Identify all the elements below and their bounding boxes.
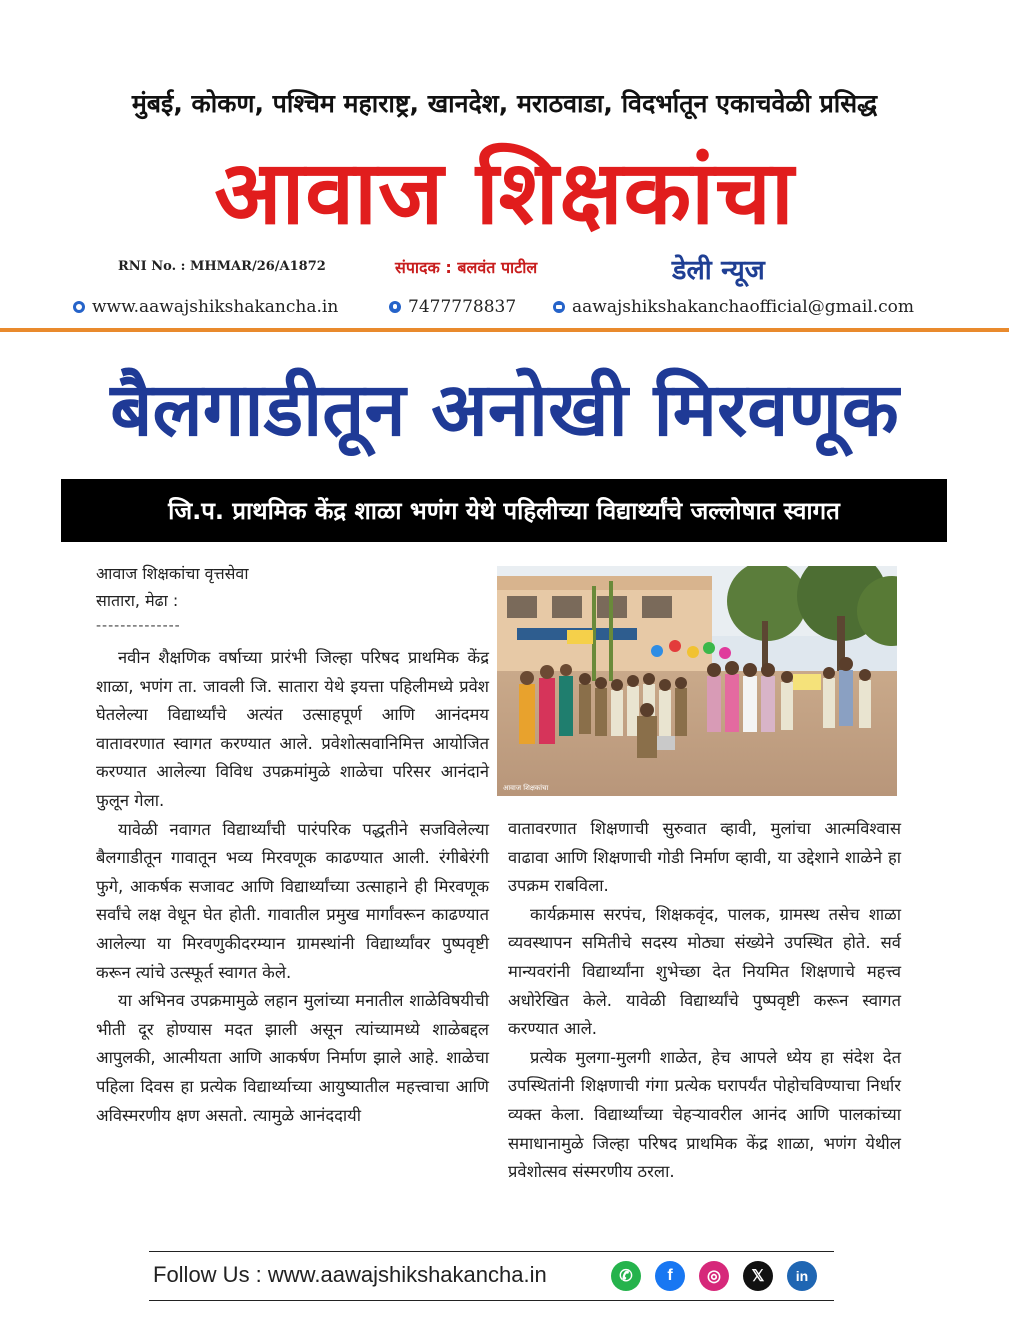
article-paragraph: नवीन शैक्षणिक वर्षाच्या प्रारंभी जिल्हा परिषद प्राथमिक केंद्र शाळा, भणंग ता. जावली जि. सातारा येथे इयत्ता पहिलीमध्ये प्रवेश घेतलेल्या विद्यार्थ्यांचे अत्यंत उत्साहपूर्ण आणि आनंदमय वातावरणात स्वागत करण्यात आले. प्रवेशोत्सवानिमित्त आयोजित करण्यात आलेल्या विविध उपक्रमांमुळे शाळेचा परिसर आनंदाने फुलून गेला. [96, 648, 489, 810]
linkedin-icon[interactable]: in [787, 1261, 817, 1291]
editor-name: संपादक : बलवंत पाटील [395, 258, 538, 277]
rni-number: RNI No. : MHMAR/26/A1872 [118, 259, 326, 274]
article-paragraph: कार्यक्रमास सरपंच, शिक्षकवृंद, पालक, ग्रामस्थ तसेच शाळा व्यवस्थापन समितीचे सदस्य मोठ्या संख्येने उपस्थित होते. सर्व मान्यवरांनी विद्यार्थ्यांना शुभेच्छा देत नियमित शिक्षणाचे महत्त्व अधोरेखित केले. यावेळी विद्यार्थ्यांचे पुष्पवृष्टी करून स्वागत करण्यात आले. [508, 904, 901, 1039]
website-contact[interactable] [73, 297, 338, 317]
phone-icon [389, 301, 401, 313]
follow-us-text[interactable]: Follow Us : www.aawajshikshakancha.in [153, 1262, 547, 1287]
news-agency: आवाज शिक्षकांचा वृत्तसेवा [96, 564, 249, 583]
article-photo [497, 566, 897, 796]
phone-number[interactable]: 7477778837 [408, 297, 517, 317]
article-paragraph: यावेळी नवागत विद्यार्थ्यांची पारंपरिक पद्धतीने सजविलेल्या बैलगाडीतून गावातून भव्य मिरवणूक काढण्यात आली. रंगीबेरंगी फुगे, आकर्षक सजावट आणि विद्यार्थ्यांच्या उत्साहाने ही मिरवणूक सर्वांचे लक्ष वेधून घेत होती. गावातील प्रमुख मार्गांवरून काढण्यात आलेल्या या मिरवणुकीदरम्यान ग्रामस्थांनी विद्यार्थ्यांवर पुष्पवृष्टी करून त्यांचे उत्स्फूर्त स्वागत केले. [96, 819, 489, 982]
social-icons [611, 1261, 817, 1291]
instagram-icon[interactable]: ◎ [699, 1261, 729, 1291]
whatsapp-icon[interactable]: ✆ [611, 1261, 641, 1291]
footer-top-rule [149, 1251, 834, 1252]
website-link[interactable]: www.aawajshikshakancha.in [92, 297, 339, 317]
globe-icon [73, 301, 85, 313]
article-paragraph: प्रत्येक मुलगा-मुलगी शाळेत, हेच आपले ध्येय हा संदेश देत उपस्थितांनी शिक्षणाची गंगा प्रत्येक घरापर्यंत पोहोचविण्याचा निर्धार व्यक्त केला. विद्यार्थ्यांच्या चेहऱ्यावरील आनंद आणि पालकांच्या समाधानामुळे जिल्हा परिषद प्राथमिक केंद्र शाळा, भणंग येथील प्रवेशोत्सव संस्मरणीय ठरला. [508, 1047, 901, 1182]
footer-bottom-rule [149, 1300, 834, 1301]
dateline: सातारा, मेढा : [96, 591, 179, 610]
headline: बैलगाडीतून अनोखी मिरवणूक [110, 367, 899, 453]
header-divider [0, 328, 1009, 332]
article-paragraph: या अभिनव उपक्रमामुळे लहान मुलांच्या मनातील शाळेविषयीची भीती दूर होण्यास मदत झाली असून त्यांच्यामध्ये शाळेबद्दल आपुलकी, आत्मीयता आणि आकर्षण निर्माण झाले आहे. शाळेचा पहिला दिवस हा प्रत्येक विद्यार्थ्याच्या आयुष्यातील महत्त्वाचा आणि अविस्मरणीय क्षण असतो. त्यामुळे आनंददायी [96, 991, 489, 1125]
email-address[interactable]: aawajshikshakanchaofficial@gmail.com [572, 297, 915, 317]
phone-contact[interactable] [389, 297, 516, 317]
email-contact[interactable] [553, 297, 914, 317]
subheadline: जि.प. प्राथमिक केंद्र शाळा भणंग येथे पहिलीच्या विद्यार्थ्यांचे जल्लोषात स्वागत [168, 497, 840, 525]
photo-caption: आवाज शिक्षकांचा [503, 784, 549, 792]
x-icon[interactable]: 𝕏 [743, 1261, 773, 1291]
article-paragraph: वातावरणात शिक्षणाची सुरुवात व्हावी, मुलांचा आत्मविश्वास वाढावा आणि शिक्षणाची गोडी निर्माण व्हावी, या उद्देशाने शाळेने हा उपक्रम राबविला. [508, 819, 901, 896]
article-left-column [96, 644, 489, 1130]
subheadline-bar [61, 479, 947, 542]
byline-separator: -------------- [96, 618, 181, 634]
article-right-column [508, 815, 901, 1187]
masthead-title: आवाज शिक्षकांचा [214, 141, 795, 244]
byline [96, 560, 248, 614]
tagline: मुंबई, कोकण, पश्चिम महाराष्ट्र, खानदेश, मराठवाडा, विदर्भातून एकाचवेळी प्रसिद्ध [131, 89, 878, 118]
facebook-icon[interactable]: f [655, 1261, 685, 1291]
photo-illustration [497, 566, 897, 796]
mail-icon [553, 301, 565, 313]
daily-news-label: डेली न्यूज [672, 255, 765, 286]
